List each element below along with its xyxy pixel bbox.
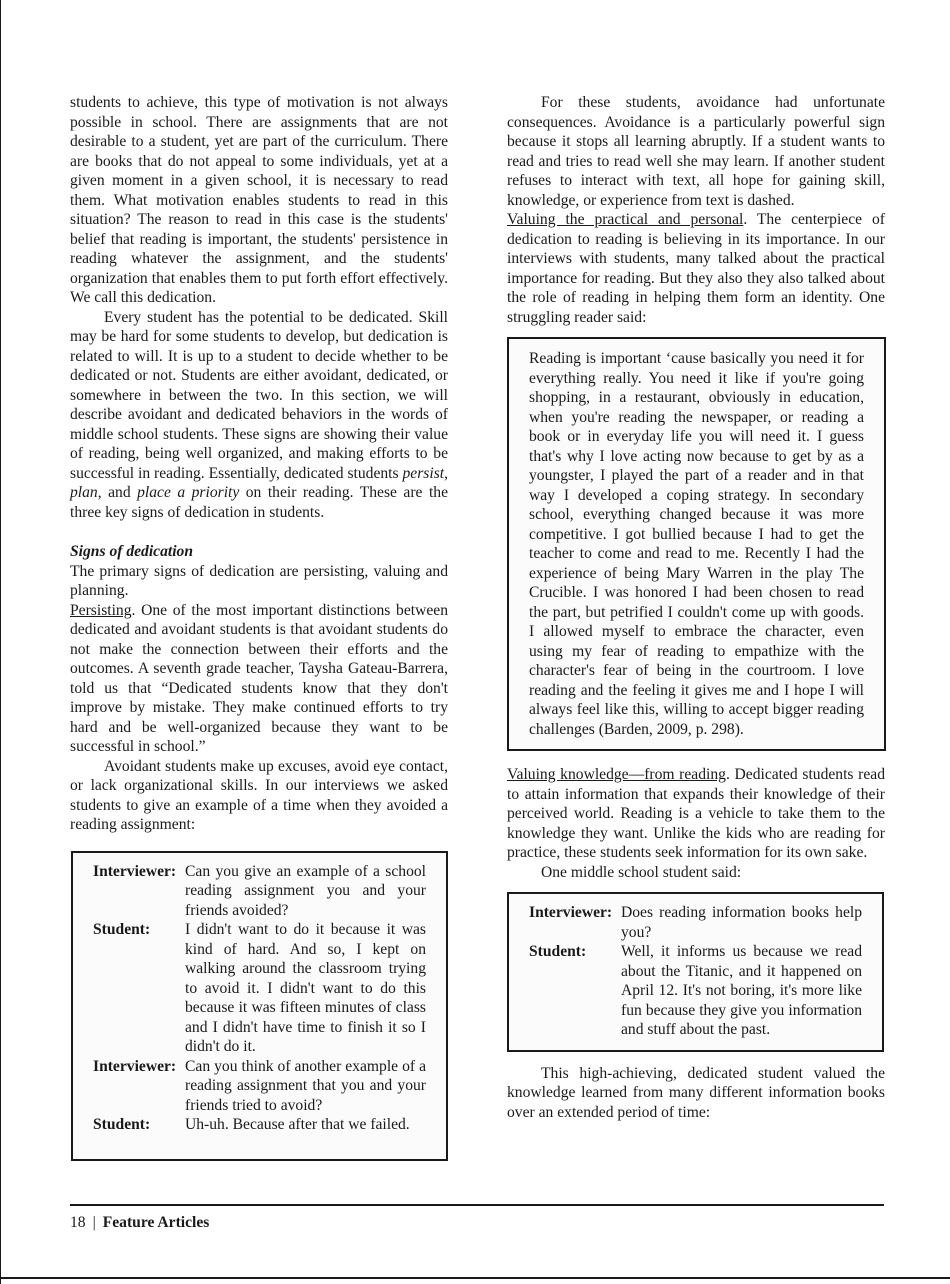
p2-plan: plan	[70, 484, 98, 501]
left-column	[70, 93, 448, 1161]
page-footer	[70, 1213, 209, 1232]
valuing-knowledge-text: . Dedicated students read to attain information that expands their knowledge of their perceived world. Reading is a vehicle to take them to the knowledge they want. Unlike the kids who are reading for practice, these students seek information for its own sake.	[507, 766, 885, 861]
right-paragraph-4: One middle school student said:	[541, 863, 742, 881]
interview-line	[93, 1057, 426, 1116]
speaker-label: Student:	[93, 1116, 151, 1133]
reader-quote: Reading is important ‘cause basically you need it for everything really. You need it like if you're going shopping, in a restaurant, obviously in education, when you're reading the newspaper, or reading a book or in everyday life you will need it. I guess that's why I love acting now because to get by as a youngster, I played the part of a reader and in that way I developed a coping strategy. In secondary school, everything changed because it was more competitive. I got bullied because I had to get the teacher to come and read to me. Recently I had the experience of being Mary Warren in the play The Crucible. I was honored I had been chosen to read the part, but petrified I couldn't come up with goods. I allowed myself to embrace the character, even using my fear of reading to empathize with the character's fear of being in the courtroom. I love reading and the feeling it gives me and I hope I will always feel like this, willing to accept bigger reading challenges (Barden, 2009, p. 298).	[529, 350, 864, 738]
left-paragraph-4	[70, 601, 448, 757]
valuing-practical-label: Valuing the practical and personal	[507, 211, 744, 228]
right-paragraph-3	[507, 765, 885, 863]
left-paragraph-3: The primary signs of dedication are persisting, valuing and planning.	[70, 562, 448, 599]
speaker-label: Student:	[93, 921, 151, 938]
speaker-label: Student:	[529, 943, 587, 960]
right-column	[507, 93, 885, 1122]
speaker-label: Interviewer:	[93, 862, 177, 880]
speaker-label: Interviewer:	[529, 904, 613, 921]
section-name: Feature Articles	[102, 1214, 210, 1231]
right-paragraph-2	[507, 210, 885, 327]
p2-priority: place a priority	[137, 484, 240, 501]
interview-line	[529, 942, 862, 1040]
utterance: Well, it informs us because we read about the Titanic, and it happened on April 12. It's not boring, it's more like fun because they give you information and stuff about the past.	[621, 943, 862, 1038]
left-paragraph-1: students to achieve, this type of motivation is not always possible in school. There are assignments that are not desirable to a student, yet are part of the curriculum. There are books that do not appeal to some individuals, yet at a given moment in a given school, it is necessary to read them. What motivation enables students to read in this situation? The reason to read in this case is the students' belief that reading is important, the students' persistence in reading whatever the assignment, and the students' organization that enables them to put forth effort effectively. We call this dedication.	[70, 94, 448, 306]
interview-line	[93, 1115, 426, 1135]
left-paragraph-5: Avoidant students make up excuses, avoid eye contact, or lack organizational skills. In our interviews we asked students to give an example of a time when they avoided a reading assignment:	[70, 757, 448, 833]
persisting-label: Persisting	[70, 601, 132, 619]
section-heading: Signs of dedication	[70, 543, 194, 560]
persisting-text: . One of the most important distinctions between dedicated and avoidant students is that avoidant students do not make the connection between their efforts and the outcomes. A seventh grade teacher, Taysha Gateau-Barrera, told us that “Dedicated students know that they don't improve by mistake. They make continued efforts to try hard and be well-organized because they want to be successful in school.”	[70, 601, 448, 755]
utterance: Can you give an example of a school reading assignment you and your friends avoided?	[185, 862, 426, 919]
page-left-edge	[0, 0, 1, 1284]
right-paragraph-5: This high-achieving, dedicated student valued the knowledge learned from many different information books over an extended period of time:	[507, 1064, 885, 1121]
interview-line	[93, 920, 426, 1057]
page-bottom-edge	[0, 1277, 950, 1279]
utterance: Does reading information books help you?	[621, 904, 862, 941]
page-number: 18	[70, 1214, 86, 1231]
interview-line	[93, 862, 426, 921]
valuing-practical-text: . The centerpiece of dedication to reading is believing in its importance. In our interviews with students, many talked about the practical importance for reading. But they also they also talked about the role of reading in helping them form an identity. One struggling reader said:	[507, 211, 885, 326]
p2-persist: persist	[402, 464, 445, 482]
p2-text-before: Every student has the potential to be dedicated. Skill may be hard for some students to develop, but dedication is related to will. It is up to a student to decide whether to be dedicated or not. Students are either avoidant, dedicated, or somewhere in between the two. In this section, we will describe avoidant and dedicated behaviors in the words of middle school students. These signs are showing their value of reading, being well organized, and making efforts to be successful in reading. Essentially, dedicated students	[70, 308, 448, 482]
footer-separator: |	[92, 1214, 96, 1231]
right-paragraph-1: For these students, avoidance had unfortunate consequences. Avoidance is a particularly powerful sign because it stops all learning abruptly. If a student wants to read and tries to read well she may learn. If another student refuses to interact with text, all hope for gaining skill, knowledge, or experience from text is dashed.	[507, 94, 885, 209]
avoidance-interview-box	[71, 851, 448, 1161]
utterance: I didn't want to do it because it was kind of hard. And so, I kept on walking around the classroom trying to avoid it. I didn't want to do this because it was fifteen minutes of class and I didn't have time to finish it so I didn't do it.	[185, 921, 426, 1055]
information-interview-box	[507, 892, 884, 1052]
interview-line	[529, 903, 862, 942]
valuing-knowledge-label: Valuing knowledge—from reading	[507, 766, 726, 783]
p2-text-after: on their reading. These are the three key signs of dedication in students.	[70, 484, 448, 521]
p2-comma: ,	[444, 464, 448, 482]
speaker-label: Interviewer:	[93, 1057, 177, 1075]
utterance: Uh-uh. Because after that we failed.	[185, 1116, 410, 1133]
reader-quote-box	[507, 337, 886, 751]
p2-and: , and	[97, 484, 138, 501]
utterance: Can you think of another example of a reading assignment that you and your friends tried to avoid?	[185, 1057, 426, 1114]
left-paragraph-2	[70, 308, 448, 523]
footer-rule	[70, 1204, 884, 1206]
